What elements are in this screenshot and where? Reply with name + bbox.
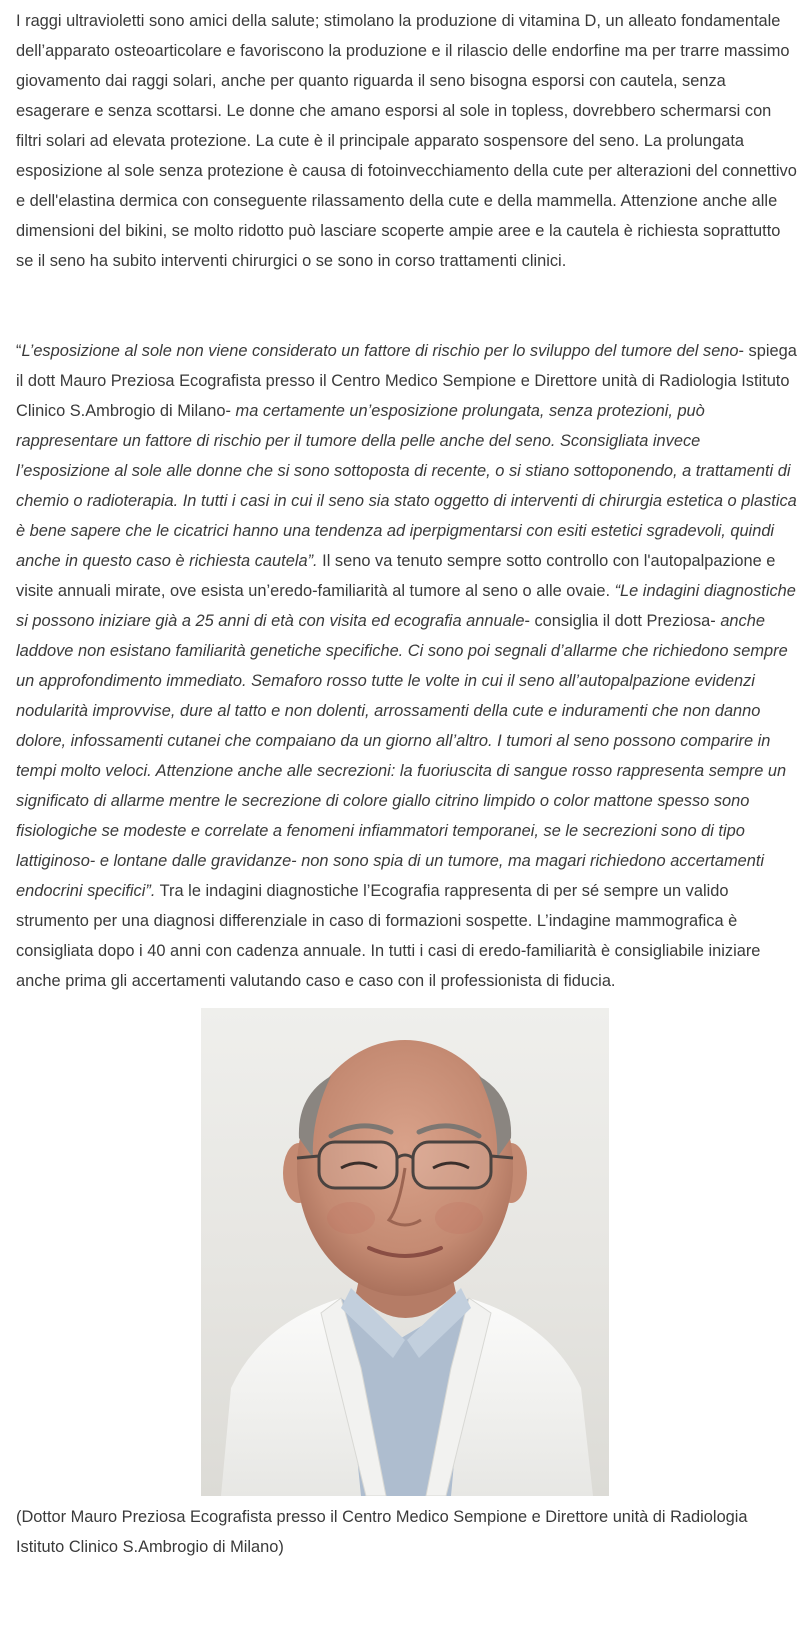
quote-text: ma certamente un’esposizione prolungata, senza protezioni, può rappresentare un fattore di rischio per il tumore della pelle anche del seno. Sconsigliata invece l’esposizione al sole alle donne che si sono sottoposta di recente, o si stiano sottoponendo, a trattamenti di chemio o radioterapia. In tutti i casi in cui il seno sia stato oggetto di interventi di chirurgia estetica o plastica è bene sapere che le cicatrici hanno una tendenza ad iperpigmentarsi con esiti estetici sgradevoli, quindi anche in questo caso è richiesta cautela”.: [16, 402, 797, 570]
doctor-portrait-illustration: [201, 1008, 609, 1496]
paragraph-sun-exposure: I raggi ultravioletti sono amici della salute; stimolano la produzione di vitamina D, un alleato fondamentale dell’apparato osteoarticolare e favoriscono la produzione e il rilascio delle endorfine ma per trarre massimo giovamento dai raggi solari, anche per quanto riguarda il seno bisogna esporsi con cautela, senza esagerare e senza scottarsi. Le donne che amano esporsi al sole in topless, dovrebbero schermarsi con filtri solari ad elevata protezione. La cute è il principale apparato sospensore del seno. La prolungata esposizione al sole senza protezione è causa di fotoinvecchiamento della cute per alterazioni del connettivo e dell'elastina dermica con conseguente rilassamento della cute e della mammella. Attenzione anche alle dimensioni del bikini, se molto ridotto può lasciare scoperte ampie aree e la cautela è richiesta soprattutto se il seno ha subito interventi chirurgici o se sono in corso trattamenti clinici.: [16, 12, 797, 270]
open-quote: “: [16, 342, 22, 360]
paragraph-expert-interview: [16, 336, 798, 996]
body-text: Tra le indagini diagnostiche l’Ecografia rappresenta di per sé sempre un valido strumento per una diagnosi differenziale in caso di formazioni sospette. L’indagine mammografica è consigliata dopo i 40 anni con cadenza annuale. In tutti i casi di eredo-familiarità è consigliabile iniziare anche prima gli accertamenti valutando caso e caso con il professionista di fiducia.: [16, 882, 761, 990]
body-text: Il seno va tenuto sempre sotto controllo con l'autopalpazione e visite annuali mirate, ove esista un’eredo-familiarità al tumore al seno o alle ovaie.: [16, 552, 776, 600]
quote-text: anche laddove non esistano familiarità genetiche specifiche. Ci sono poi segnali d’allarme che richiedono sempre un approfondimento immediato. Semaforo rosso tutte le volte in cui il seno all’autopalpazione evidenzi nodularità improvvise, dure al tatto e non dolenti, arrossamenti della cute e induramenti che non danno dolore, infossamenti cutanei che compaiano da un giorno all’altro. I tumori al seno possono comparire in tempi molto veloci. Attenzione anche alle secrezioni: la fuoriuscita di sangue rosso rappresenta sempre un significato di allarme mentre le secrezione di colore giallo citrino limpido o color mattone spesso sono fisiologiche se modeste e correlate a fenomeni infiammatori temporanei, se le secrezioni sono di tipo lattiginoso- e lontane dalle gravidanze- non sono spia di un tumore, ma magari richiedono accertamenti endocrini specifici”.: [16, 612, 788, 900]
attribution-text: - consiglia il dott Preziosa-: [524, 612, 721, 630]
doctor-portrait-image: [201, 1008, 609, 1496]
photo-caption: (Dottor Mauro Preziosa Ecografista presso il Centro Medico Sempione e Direttore unità di Radiologia Istituto Clinico S.Ambrogio di Milano): [16, 1508, 748, 1556]
attribution-text: - spiega il dott Mauro Preziosa Ecografista presso il Centro Medico Sempione e Direttore unità di Radiologia Istituto Clinico S.Ambrogio di Milano-: [16, 342, 797, 420]
photo-container: [0, 1008, 810, 1496]
quote-text: L’esposizione al sole non viene considerato un fattore di rischio per lo sviluppo del tumore del seno: [21, 342, 739, 360]
quote-text: “Le indagini diagnostiche si possono iniziare già a 25 anni di età con visita ed ecografia annuale: [16, 582, 796, 630]
